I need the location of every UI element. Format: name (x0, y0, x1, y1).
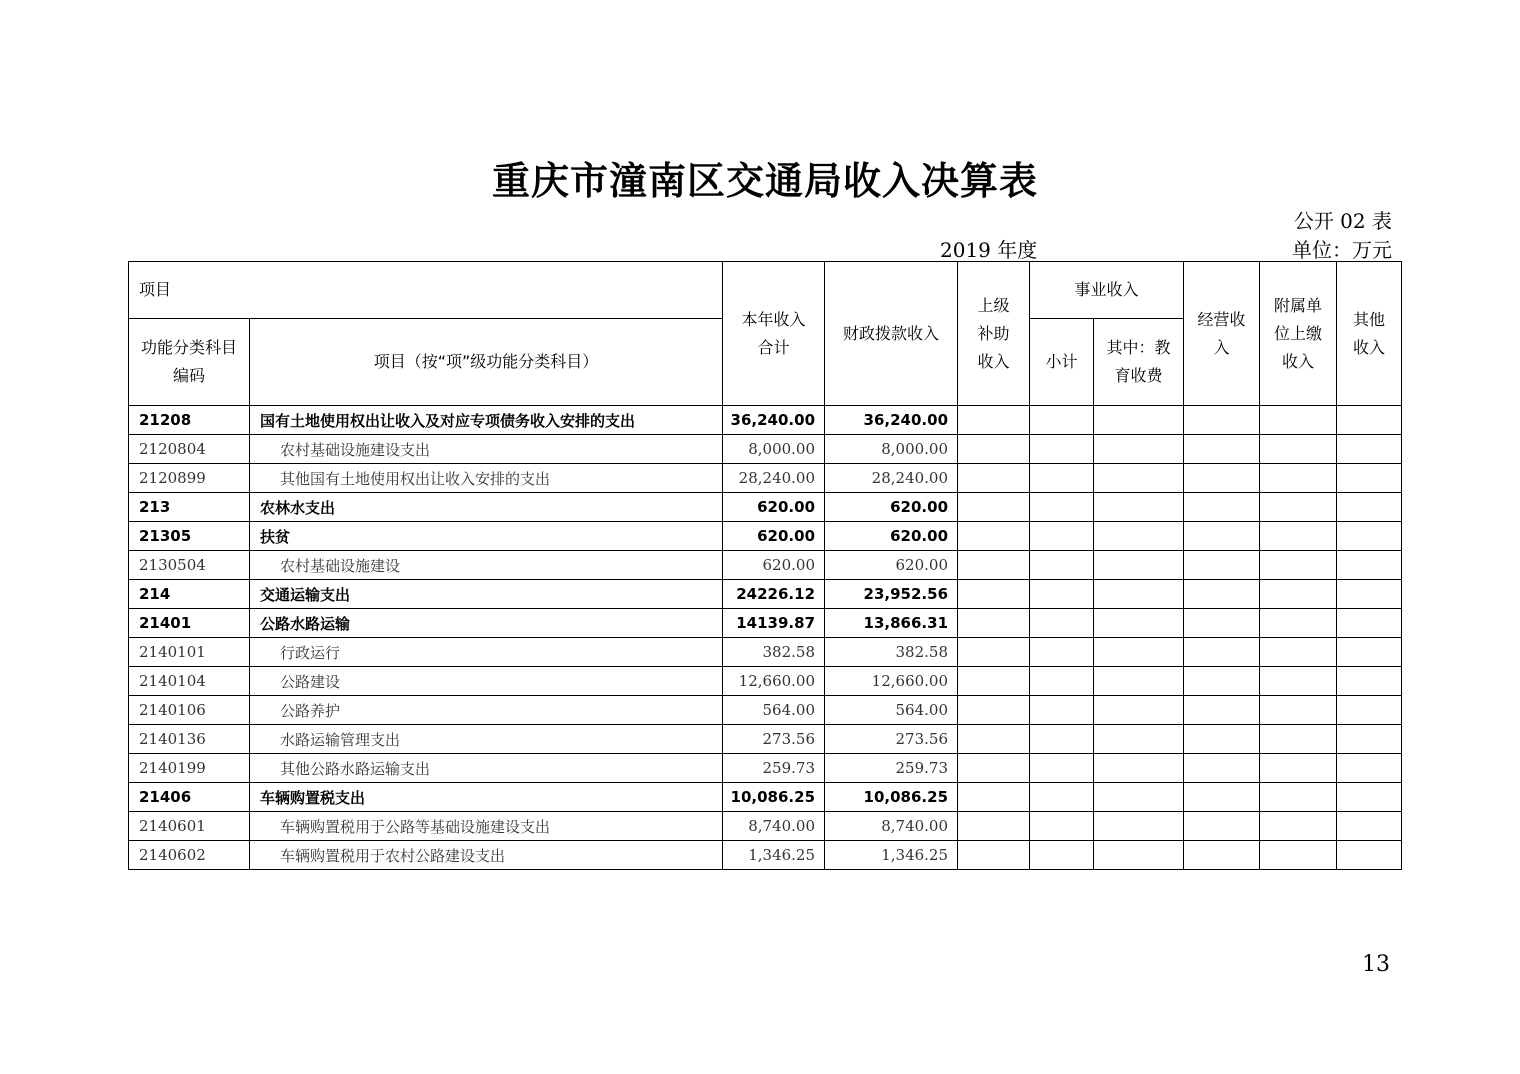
row-subtotal (1030, 609, 1094, 638)
row-business (1184, 406, 1260, 435)
row-other (1337, 493, 1402, 522)
table-body (129, 406, 1402, 870)
row-total: 14139.87 (723, 609, 825, 638)
row-name: 农林水支出 (250, 493, 723, 522)
row-code: 214 (129, 580, 250, 609)
row-affiliated (1260, 435, 1337, 464)
header-total-text: 本年收入合计 (741, 309, 806, 357)
row-edu-fee (1094, 812, 1184, 841)
row-business (1184, 551, 1260, 580)
row-fiscal: 13,866.31 (825, 609, 958, 638)
page-number: 13 (1362, 952, 1390, 977)
row-edu-fee (1094, 841, 1184, 870)
row-business (1184, 464, 1260, 493)
row-name: 其他公路水路运输支出 (250, 754, 723, 783)
row-other (1337, 609, 1402, 638)
row-business (1184, 841, 1260, 870)
row-total: 564.00 (723, 696, 825, 725)
row-name: 公路建设 (250, 667, 723, 696)
header-affiliated (1260, 262, 1337, 406)
row-code: 2120804 (129, 435, 250, 464)
row-superior (958, 754, 1030, 783)
row-name: 车辆购置税用于农村公路建设支出 (250, 841, 723, 870)
row-total: 382.58 (723, 638, 825, 667)
document-title: 重庆市潼南区交通局收入决算表 (491, 159, 1038, 203)
row-fiscal: 28,240.00 (825, 464, 958, 493)
header-superior (958, 262, 1030, 406)
row-edu-fee (1094, 522, 1184, 551)
row-superior (958, 667, 1030, 696)
row-subtotal (1030, 493, 1094, 522)
row-fiscal: 1,346.25 (825, 841, 958, 870)
row-subtotal (1030, 551, 1094, 580)
row-subtotal (1030, 522, 1094, 551)
header-other-text: 其他收入 (1353, 309, 1386, 357)
row-superior (958, 725, 1030, 754)
table-row (129, 464, 1402, 493)
row-superior (958, 406, 1030, 435)
header-business-text: 经营收入 (1197, 309, 1246, 357)
row-affiliated (1260, 725, 1337, 754)
row-business (1184, 783, 1260, 812)
table-row (129, 638, 1402, 667)
header-fiscal: 财政拨款收入 (825, 262, 958, 406)
row-name: 车辆购置税支出 (250, 783, 723, 812)
row-code: 2120899 (129, 464, 250, 493)
row-other (1337, 580, 1402, 609)
header-project-item: 项目（按“项”级功能分类科目） (250, 319, 723, 406)
header-other (1337, 262, 1402, 406)
row-superior (958, 435, 1030, 464)
header-subtotal: 小计 (1030, 319, 1094, 406)
row-affiliated (1260, 667, 1337, 696)
row-subtotal (1030, 667, 1094, 696)
row-superior (958, 609, 1030, 638)
row-fiscal: 382.58 (825, 638, 958, 667)
row-other (1337, 841, 1402, 870)
row-code: 213 (129, 493, 250, 522)
row-fiscal: 12,660.00 (825, 667, 958, 696)
row-total: 620.00 (723, 493, 825, 522)
row-edu-fee (1094, 551, 1184, 580)
row-total: 8,740.00 (723, 812, 825, 841)
row-superior (958, 464, 1030, 493)
row-subtotal (1030, 783, 1094, 812)
row-affiliated (1260, 812, 1337, 841)
header-func-code (129, 319, 250, 406)
row-edu-fee (1094, 406, 1184, 435)
row-fiscal: 620.00 (825, 551, 958, 580)
row-superior (958, 841, 1030, 870)
row-name: 车辆购置税用于公路等基础设施建设支出 (250, 812, 723, 841)
row-business (1184, 725, 1260, 754)
row-business (1184, 493, 1260, 522)
currency-unit: 单位：万元 (1292, 238, 1392, 262)
row-total: 1,346.25 (723, 841, 825, 870)
row-fiscal: 23,952.56 (825, 580, 958, 609)
row-name: 行政运行 (250, 638, 723, 667)
row-business (1184, 609, 1260, 638)
row-edu-fee (1094, 783, 1184, 812)
row-subtotal (1030, 580, 1094, 609)
row-affiliated (1260, 551, 1337, 580)
header-business (1184, 262, 1260, 406)
row-total: 36,240.00 (723, 406, 825, 435)
row-total: 273.56 (723, 725, 825, 754)
row-other (1337, 406, 1402, 435)
row-total: 259.73 (723, 754, 825, 783)
row-code: 21406 (129, 783, 250, 812)
row-subtotal (1030, 754, 1094, 783)
row-affiliated (1260, 406, 1337, 435)
row-code: 2140104 (129, 667, 250, 696)
row-name: 水路运输管理支出 (250, 725, 723, 754)
row-name: 公路水路运输 (250, 609, 723, 638)
row-affiliated (1260, 580, 1337, 609)
row-fiscal: 259.73 (825, 754, 958, 783)
row-superior (958, 522, 1030, 551)
row-superior (958, 783, 1030, 812)
row-affiliated (1260, 841, 1337, 870)
header-total (723, 262, 825, 406)
header-edu-fee-text: 其中：教育收费 (1106, 338, 1171, 385)
row-code: 2140136 (129, 725, 250, 754)
row-edu-fee (1094, 638, 1184, 667)
table-row (129, 609, 1402, 638)
row-subtotal (1030, 406, 1094, 435)
row-total: 8,000.00 (723, 435, 825, 464)
row-other (1337, 435, 1402, 464)
row-affiliated (1260, 783, 1337, 812)
row-edu-fee (1094, 609, 1184, 638)
table-row (129, 580, 1402, 609)
row-name: 农村基础设施建设支出 (250, 435, 723, 464)
row-edu-fee (1094, 754, 1184, 783)
table-row (129, 493, 1402, 522)
row-subtotal (1030, 725, 1094, 754)
row-edu-fee (1094, 580, 1184, 609)
row-fiscal: 273.56 (825, 725, 958, 754)
row-edu-fee (1094, 696, 1184, 725)
header-undertaking: 事业收入 (1030, 262, 1184, 319)
row-code: 2140602 (129, 841, 250, 870)
row-name: 其他国有土地使用权出让收入安排的支出 (250, 464, 723, 493)
row-other (1337, 754, 1402, 783)
row-name: 交通运输支出 (250, 580, 723, 609)
row-edu-fee (1094, 464, 1184, 493)
row-business (1184, 580, 1260, 609)
row-subtotal (1030, 638, 1094, 667)
table-row (129, 435, 1402, 464)
row-code: 2140101 (129, 638, 250, 667)
row-name: 国有土地使用权出让收入及对应专项债务收入安排的支出 (250, 406, 723, 435)
row-code: 2130504 (129, 551, 250, 580)
row-other (1337, 812, 1402, 841)
header-superior-text: 上级补助收入 (977, 295, 1010, 371)
table-row (129, 754, 1402, 783)
row-superior (958, 551, 1030, 580)
row-other (1337, 667, 1402, 696)
row-fiscal: 620.00 (825, 522, 958, 551)
row-business (1184, 638, 1260, 667)
row-name: 公路养护 (250, 696, 723, 725)
row-business (1184, 754, 1260, 783)
row-superior (958, 493, 1030, 522)
fiscal-year: 2019 年度 (940, 238, 1038, 262)
row-fiscal: 620.00 (825, 493, 958, 522)
row-subtotal (1030, 812, 1094, 841)
row-affiliated (1260, 464, 1337, 493)
row-superior (958, 580, 1030, 609)
row-other (1337, 522, 1402, 551)
row-total: 28,240.00 (723, 464, 825, 493)
row-total: 620.00 (723, 551, 825, 580)
table-row (129, 725, 1402, 754)
row-affiliated (1260, 638, 1337, 667)
row-code: 21401 (129, 609, 250, 638)
row-edu-fee (1094, 435, 1184, 464)
row-other (1337, 638, 1402, 667)
row-business (1184, 696, 1260, 725)
row-edu-fee (1094, 667, 1184, 696)
table-row (129, 667, 1402, 696)
row-other (1337, 696, 1402, 725)
row-other (1337, 783, 1402, 812)
row-affiliated (1260, 754, 1337, 783)
form-number: 公开 02 表 (1293, 209, 1392, 233)
row-total: 10,086.25 (723, 783, 825, 812)
table-row (129, 522, 1402, 551)
row-total: 620.00 (723, 522, 825, 551)
row-code: 21305 (129, 522, 250, 551)
row-code: 2140601 (129, 812, 250, 841)
row-other (1337, 725, 1402, 754)
row-code: 2140106 (129, 696, 250, 725)
row-fiscal: 10,086.25 (825, 783, 958, 812)
header-func-code-text: 功能分类科目编码 (141, 338, 238, 385)
row-superior (958, 638, 1030, 667)
row-name: 扶贫 (250, 522, 723, 551)
revenue-table (128, 261, 1402, 870)
table-row (129, 841, 1402, 870)
row-other (1337, 464, 1402, 493)
row-business (1184, 435, 1260, 464)
row-fiscal: 8,740.00 (825, 812, 958, 841)
header-project: 项目 (129, 262, 723, 319)
row-name: 农村基础设施建设 (250, 551, 723, 580)
table-row (129, 783, 1402, 812)
row-subtotal (1030, 435, 1094, 464)
row-code: 2140199 (129, 754, 250, 783)
table-row (129, 551, 1402, 580)
row-fiscal: 564.00 (825, 696, 958, 725)
row-business (1184, 812, 1260, 841)
row-edu-fee (1094, 493, 1184, 522)
row-total: 24226.12 (723, 580, 825, 609)
row-subtotal (1030, 696, 1094, 725)
row-superior (958, 696, 1030, 725)
row-other (1337, 551, 1402, 580)
row-fiscal: 36,240.00 (825, 406, 958, 435)
row-business (1184, 667, 1260, 696)
header-affiliated-text: 附属单位上缴收入 (1274, 295, 1323, 371)
header-edu-fee (1094, 319, 1184, 406)
row-subtotal (1030, 464, 1094, 493)
row-superior (958, 812, 1030, 841)
row-affiliated (1260, 609, 1337, 638)
row-affiliated (1260, 522, 1337, 551)
table-row (129, 812, 1402, 841)
row-total: 12,660.00 (723, 667, 825, 696)
row-edu-fee (1094, 725, 1184, 754)
row-affiliated (1260, 696, 1337, 725)
row-code: 21208 (129, 406, 250, 435)
row-affiliated (1260, 493, 1337, 522)
row-subtotal (1030, 841, 1094, 870)
row-business (1184, 522, 1260, 551)
table-row (129, 406, 1402, 435)
row-fiscal: 8,000.00 (825, 435, 958, 464)
table-row (129, 696, 1402, 725)
